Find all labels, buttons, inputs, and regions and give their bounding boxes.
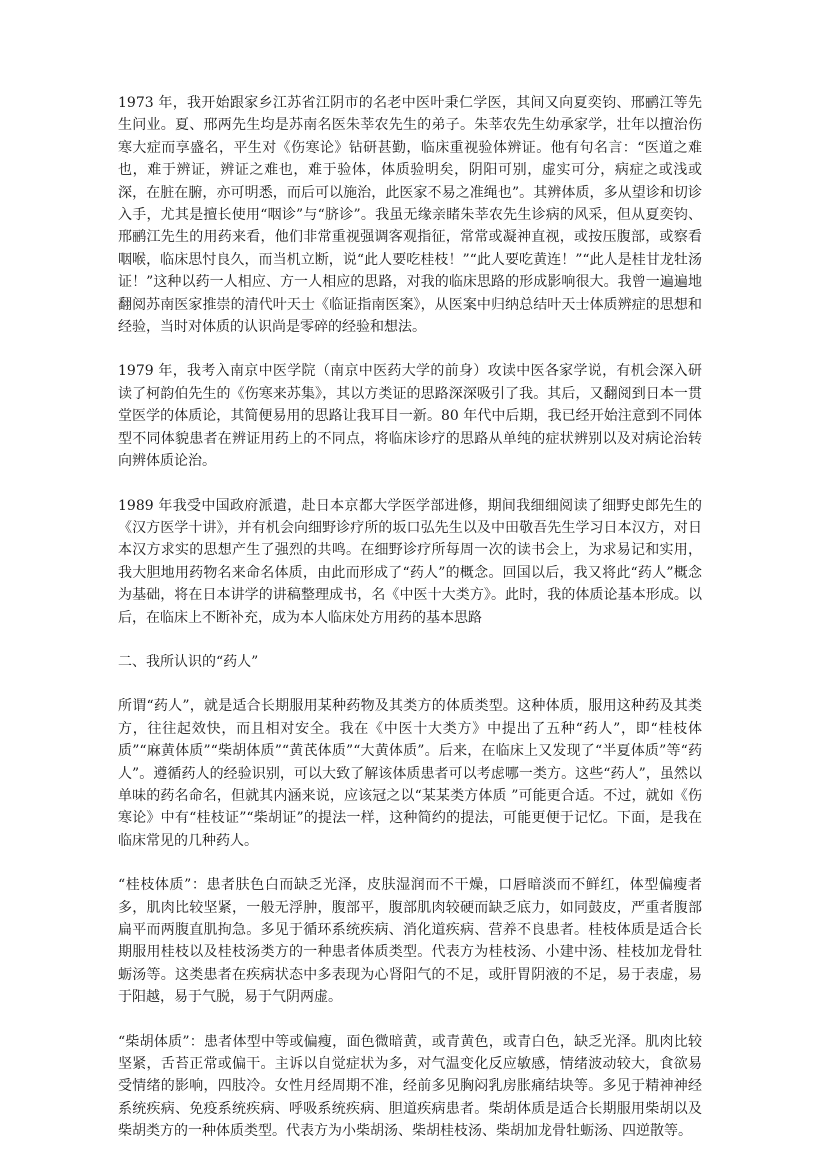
- paragraph-1989-japan-study: 1989 年我受中国政府派遣，赴日本京都大学医学部进修，期间我细细阅读了细野史郎先生的《汉方医学十讲》，并有机会向细野诊疗所的坂口弘先生以及中田敬吾先生学习日本汉方，对日本汉方求实的思想产生了强烈的共鸣。在细野诊疗所每周一次的读书会上，为求易记和实用，我大胆地用药物名来命名体质，由此而形成了“药人”的概念。回国以后，我又将此“药人”概念为基础，将在日本讲学的讲稿整理成书，名《中医十大类方》。此时，我的体质论基本形成。以后，在临床上不断补充，成为本人临床处方用药的基本思路: [118, 497, 702, 626]
- paragraph-1979-nanjing-study: 1979 年，我考入南京中医学院（南京中医药大学的前身）攻读中医各家学说，有机会深入研读了柯韵伯先生的《伤寒来苏集》，其以方类证的思路深深吸引了我。其后，又翻阅到日本一贯堂医学的体质论，其简便易用的思路让我耳目一新。80 年代中后期，我已经开始注意到不同体型不同体貌患者在辨证用药上的不同点，将临床诊疗的思路从单纯的症状辨别以及对病论治转向辨体质论治。: [118, 363, 702, 470]
- section-heading: 二、我所认识的“药人”: [118, 653, 259, 670]
- document-body: [118, 92, 702, 1165]
- paragraph-guizhi-constitution: “桂枝体质”：患者肤色白而缺乏光泽，皮肤湿润而不干燥，口唇暗淡而不鲜红，体型偏瘦者多，肌肉比较坚紧，一般无浮肿，腹部平，腹部肌肉较硬而缺乏底力，如同鼓皮，严重者腹部扁平而两腹直肌拘急。多见于循环系统疾病、消化道疾病、营养不良患者。桂枝体质是适合长期服用桂枝以及桂枝汤类方的一种患者体质类型。代表方为桂枝汤、小建中汤、桂枝加龙骨牡蛎汤等。这类患者在疾病状态中多表现为心肾阳气的不足，或肝胃阴液的不足，易于表虚，易于阳越，易于气脱，易于气阴两虚。: [118, 877, 702, 1006]
- paragraph-1973-apprenticeship: 1973 年，我开始跟家乡江苏省江阴市的名老中医叶秉仁学医，其间又向夏奕钧、邢鹂江等先生问业。夏、邢两先生均是苏南名医朱莘农先生的弟子。朱莘农先生幼承家学，壮年以擅治伤寒大症而享盛名，平生对《伤寒论》钻研甚勤，临床重视验体辨证。他有句名言：“医道之难也，难于辨证，辨证之难也，难于验体，体质验明矣，阴阳可别，虚实可分，病症之或浅或深，在脏在腑，亦可明悉，而后可以施治，此医家不易之准绳也”。其辨体质，多从望诊和切诊入手，尤其是擅长使用“咽诊”与“脐诊”。我虽无缘亲睹朱莘农先生诊病的风采，但从夏奕钧、邢鹂江先生的用药来看，他们非常重视强调客观指征，常常或凝神直视，或按压腹部，或察看咽喉，临床思忖良久，而当机立断，说“此人要吃桂枝！”“此人要吃黄连！”“此人是桂甘龙牡汤证！”这种以药一人相应、方一人相应的思路，对我的临床思路的形成影响很大。我曾一遍遍地翻阅苏南医家推崇的清代叶天士《临证指南医案》，从医案中归纳总结叶天士体质辨症的思想和经验，当时对体质的认识尚是零碎的经验和想法。: [118, 95, 702, 336]
- paragraph-yaoren-definition: 所谓“药人”，就是适合长期服用某种药物及其类方的体质类型。这种体质，服用这种药及其类方，往往起效快，而且相对安全。我在《中医十大类方》中提出了五种“药人”，即“桂枝体质”“麻黄体质”“柴胡体质”“黄芪体质”“大黄体质”。后来，在临床上又发现了“半夏体质”等“药人”。遵循药人的经验识别，可以大致了解该体质患者可以考虑哪一类方。这些“药人”，虽然以单味的药名命名，但就其内涵来说，应该冠之以“某某类方体质 ”可能更合适。不过，就如《伤寒论》中有“桂枝证”“柴胡证”的提法一样，这种简约的提法，可能更便于记忆。下面，是我在临床常见的几种药人。: [118, 698, 702, 849]
- paragraph-chaihu-constitution: “柴胡体质”：患者体型中等或偏瘦，面色微暗黄，或青黄色，或青白色，缺乏光泽。肌肉比较坚紧，舌苔正常或偏干。主诉以自觉症状为多，对气温变化反应敏感，情绪波动较大，食欲易受情绪的影响，四肢冷。女性月经周期不准，经前多见胸闷乳房胀痛结块等。多见于精神神经系统疾病、免疫系统疾病、呼吸系统疾病、胆道疾病患者。柴胡体质是适合长期服用柴胡以及柴胡类方的一种体质类型。代表方为小柴胡汤、柴胡桂枝汤、柴胡加龙骨牡蛎汤、四逆散等。: [118, 1033, 702, 1140]
